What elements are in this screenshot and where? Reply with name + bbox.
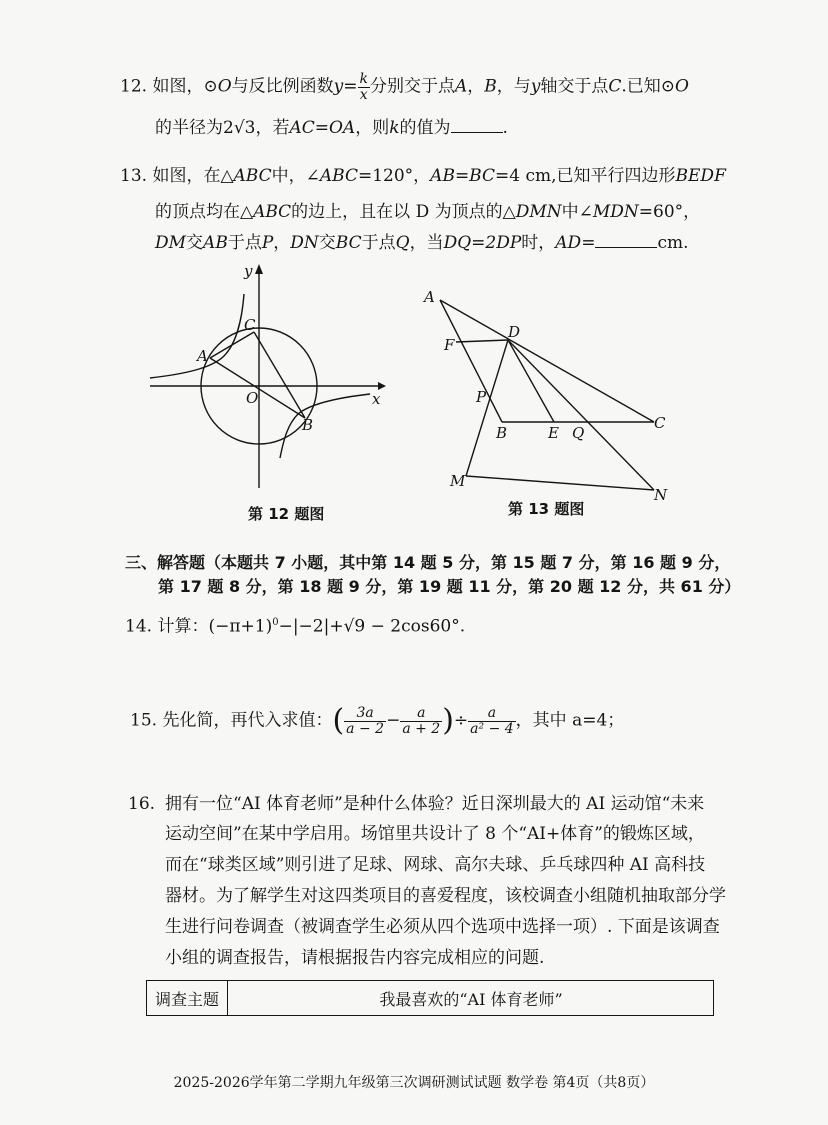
table-value-cell: 我最喜欢的“AI 体育老师” [379,989,563,1009]
q13-line1: 13. 如图，在△ABC中，∠ABC=120°，AB=BC=4 cm,已知平行四边形BEDF [120,166,726,186]
q16-line: 小组的调查报告，请根据报告内容完成相应的问题. [165,948,545,968]
label-b: B [496,424,508,442]
q13-line3: DM交AB于点P，DN交BC于点Q，当DQ=2DP时，AD= cm. [155,233,689,253]
label-c: C [244,316,256,334]
section3-header-line1: 三、解答题（本题共 7 小题，其中第 14 题 5 分，第 15 题 7 分，第 16 题 9 分， [125,553,731,572]
q16-line: 运动空间”在某中学启用。场馆里共设计了 8 个“AI+体育”的锻炼区域， [165,824,705,844]
label-q: Q [572,424,585,442]
page-footer: 2025-2026学年第二学期九年级第三次调研测试试题 数学卷 第4页（共8页） [173,1075,655,1091]
table-header-cell: 调查主题 [147,981,228,1015]
q16-line: 拥有一位“AI 体育老师”是种什么体验？近日深圳最大的 AI 运动馆“未来 [165,794,705,814]
segment-dm [466,340,508,476]
label-p: P [476,388,487,406]
label-y: y [244,262,253,280]
q16-line: 而在“球类区域”则引进了足球、网球、高尔夫球、乒乓球四种 AI 高科技 [165,855,706,875]
q16-num: 16. [128,794,156,814]
label-b: B [302,416,314,434]
label-d: D [508,323,521,341]
segment-cb [254,332,305,418]
segment-ab [210,358,305,418]
label-a: A [424,288,435,306]
answer-blank [451,132,503,133]
x-axis-arrow [378,382,386,390]
fig12-caption: 第 12 题图 [248,505,325,523]
side-ac [440,300,654,422]
label-e: E [548,424,559,442]
y-axis-arrow [255,264,263,274]
q16-line: 生进行问卷调查（被调查学生必须从四个选项中选择一项）. 下面是该调查 [165,917,720,937]
label-n: N [654,486,668,504]
figure-12 [140,258,400,496]
segment-mn [466,476,654,490]
survey-table [146,980,714,1016]
q14: 14. 计算：$(-\pi+1)^0-|-2|+√9 - 2\cos 60^\circ$. [125,616,466,637]
fig13-caption: 第 13 题图 [508,500,585,518]
answer-blank [595,247,657,248]
q12-line1: 12. 如图，⊙O与反比例函数y= $\frac{k}{x}$ 分别交于点A，B，与y轴交于点C.已知⊙O [120,71,689,103]
figure-13 [418,286,680,508]
label-x: x [372,390,381,408]
segment-fd [456,340,508,342]
k-over-x-fraction: $\frac{k}{x}$ [359,71,368,103]
q16-line: 器材。为了解学生对这四类项目的喜爱程度，该校调查小组随机抽取部分学 [165,886,726,906]
segment-ac [210,332,254,358]
label-m: M [450,472,466,490]
label-a: A [197,347,208,365]
segment-dn [508,340,654,490]
section3-header-line2: 第 17 题 8 分，第 18 题 9 分，第 19 题 11 分，第 20 题 12 分，共 61 分） [158,577,741,596]
hyperbola-lower-right [280,394,370,458]
q13-line2: 的顶点均在△ABC的边上，且在以 D 为顶点的△DMN中∠MDN=60°， [155,202,701,222]
label-c: C [654,414,666,432]
q15: 15. 先化简，再代入求值：( $\frac{3a}{a - 2}$ − $\frac{a}{a + 2}$ )÷ $\frac{a}{\text{a² − 4}}$ ，其中 a=4； [130,703,625,739]
label-o: O [246,389,259,407]
label-f: F [444,336,455,354]
q12-line2: 的半径为2√3，若AC=OA，则k的值为 . [155,118,508,138]
